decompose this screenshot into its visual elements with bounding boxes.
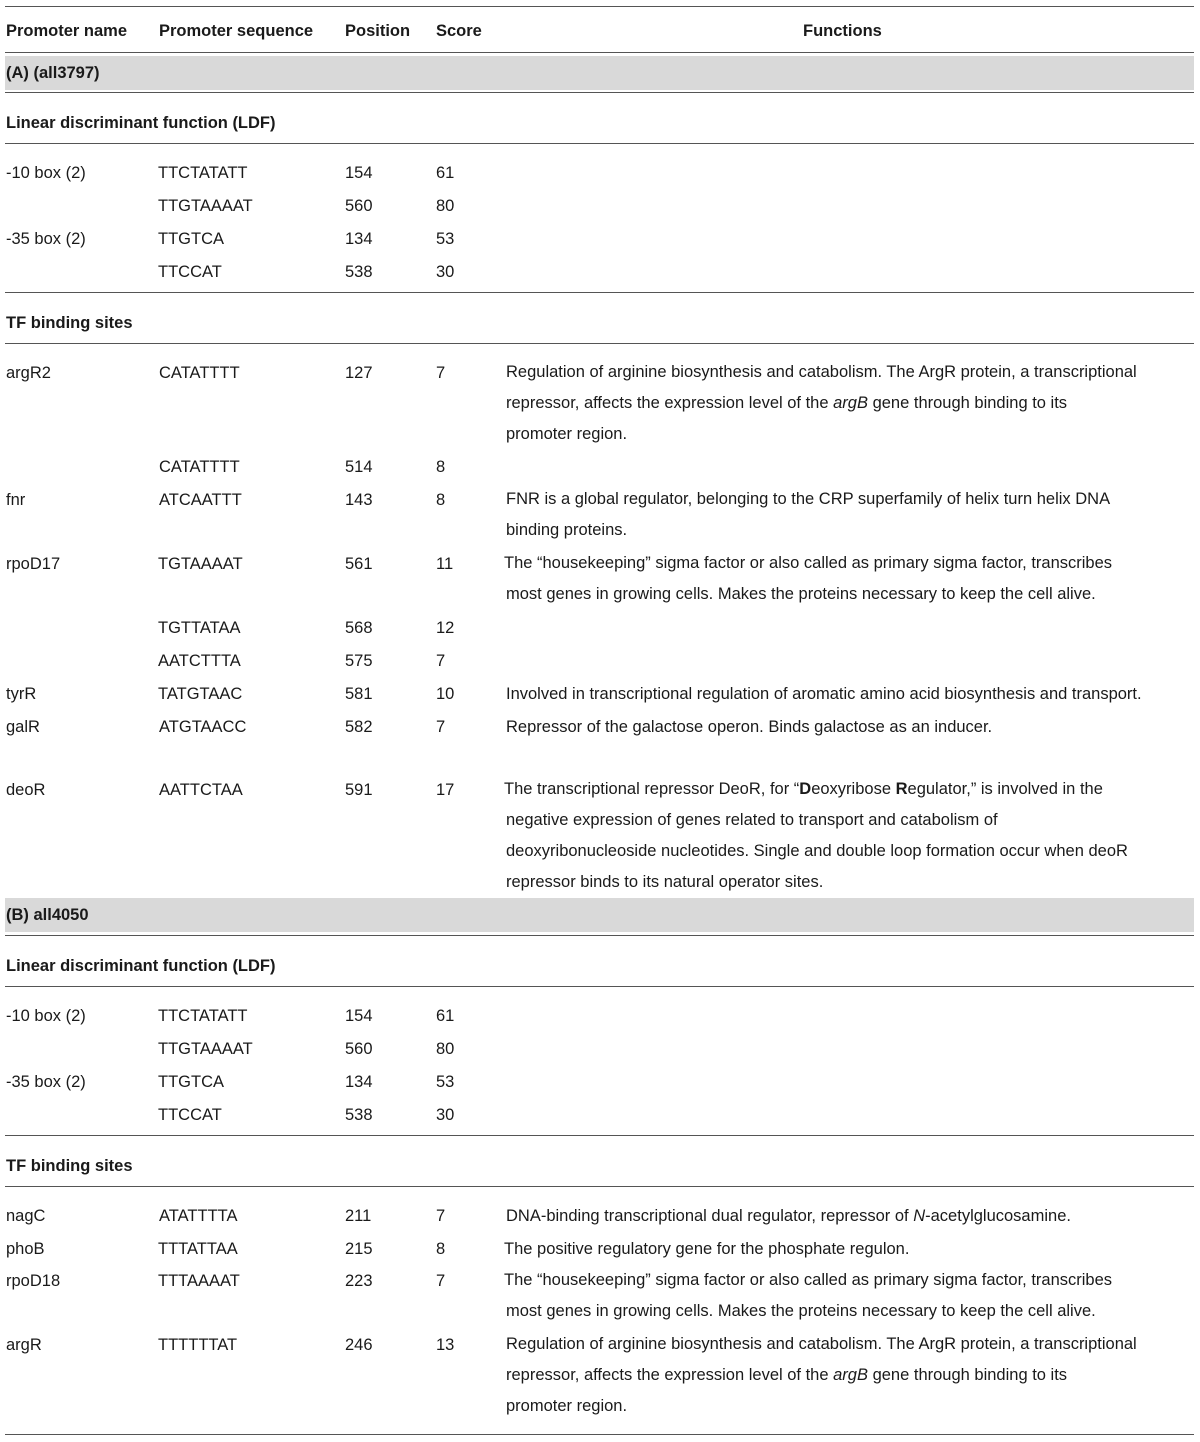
promoter-sequence: TTGTCA (158, 230, 224, 248)
score: 8 (436, 458, 446, 476)
position: 154 (345, 1007, 373, 1025)
score: 13 (436, 1336, 455, 1354)
section-a-ldf-end-rule (5, 292, 1194, 293)
section-a-ldf-rule (5, 143, 1194, 144)
promoter-sequence: ATGTAACC (159, 718, 247, 736)
position: 223 (345, 1272, 373, 1290)
header-position: Position (345, 22, 411, 40)
function-text: Repressor of the galactose operon. Binds galactose as an inducer. (506, 718, 993, 736)
function-text (504, 774, 1128, 898)
section-b-ldf-end-rule (5, 1135, 1194, 1136)
function-line-part: DNA-binding transcriptional dual regulator, repressor of (506, 1207, 914, 1225)
position: 215 (345, 1240, 373, 1258)
function-line: binding proteins. (506, 521, 628, 539)
promoter-name: galR (6, 718, 40, 736)
position: 211 (345, 1207, 372, 1225)
position: 538 (345, 263, 373, 281)
score: 53 (436, 1073, 455, 1091)
promoter-sequence: TTGTAAAAT (158, 197, 253, 215)
promoter-sequence: TTCCAT (158, 1106, 222, 1124)
promoter-sequence: TTCTATATT (158, 164, 248, 182)
header-promoter-sequence: Promoter sequence (159, 22, 314, 40)
function-line: most genes in growing cells. Makes the proteins necessary to keep the cell alive. (506, 1302, 1096, 1320)
section-b-ldf-rule (5, 986, 1194, 987)
function-line: promoter region. (506, 425, 628, 443)
score: 10 (436, 685, 455, 703)
promoter-name: deoR (6, 781, 46, 799)
section-a-title: (A) (all3797) (6, 64, 100, 82)
function-line: most genes in growing cells. Makes the proteins necessary to keep the cell alive. (506, 585, 1096, 603)
position: 561 (345, 555, 373, 573)
position: 581 (345, 685, 373, 703)
header-score: Score (436, 22, 482, 40)
score: 30 (436, 263, 455, 281)
position: 134 (345, 230, 373, 248)
promoter-name: -35 box (2) (6, 1073, 86, 1091)
score: 80 (436, 197, 455, 215)
promoter-sequence: ATCAATTT (159, 491, 242, 509)
function-line: deoxyribonucleoside nucleotides. Single and double loop formation occur when deoR (506, 842, 1128, 860)
score: 8 (436, 1240, 446, 1258)
function-line: The “housekeeping” sigma factor or also called as primary sigma factor, transcribes (504, 1271, 1113, 1289)
promoter-sequence: AATCTTTA (158, 652, 241, 670)
function-line-part: gene through binding to its (867, 1366, 1068, 1384)
promoter-name: -10 box (2) (6, 1007, 86, 1025)
header-promoter-name: Promoter name (6, 22, 128, 40)
score: 17 (436, 781, 455, 799)
promoter-sequence: TTGTCA (158, 1073, 224, 1091)
function-line-part: repressor, affects the expression level of the (506, 394, 834, 412)
promoter-sequence: TTTAAAAT (158, 1272, 240, 1290)
section-a-ldf-title: Linear discriminant function (LDF) (6, 114, 276, 132)
promoter-name: rpoD17 (6, 555, 61, 573)
function-text (506, 1329, 1137, 1422)
promoter-name: phoB (6, 1240, 45, 1258)
function-line (506, 1360, 1137, 1391)
function-line: negative expression of genes related to transport and catabolism of (506, 811, 998, 829)
promoter-sequence: TTCCAT (158, 263, 222, 281)
promoter-sequence: TATGTAAC (158, 685, 243, 703)
position: 560 (345, 197, 373, 215)
function-text (504, 548, 1112, 610)
position: 560 (345, 1040, 373, 1058)
section-a-tf-rule (5, 343, 1194, 344)
promoter-sequence: TGTAAAAT (158, 555, 243, 573)
table-top-rule (5, 6, 1194, 7)
function-line: The “housekeeping” sigma factor or also called as primary sigma factor, transcribes (504, 554, 1113, 572)
score: 30 (436, 1106, 455, 1124)
function-line: promoter region. (506, 1397, 628, 1415)
score: 12 (436, 619, 455, 637)
function-text (506, 484, 1110, 546)
score: 61 (436, 164, 455, 182)
promoter-name: rpoD18 (6, 1272, 61, 1290)
function-line: Regulation of arginine biosynthesis and catabolism. The ArgR protein, a transcriptional (506, 1335, 1137, 1353)
position: 575 (345, 652, 373, 670)
score: 53 (436, 230, 455, 248)
position: 514 (345, 458, 373, 476)
header-rule (5, 52, 1194, 53)
promoter-sequence: CATATTTT (159, 458, 240, 476)
function-line-part: egulator,” is involved in the (907, 780, 1103, 798)
section-b-ldf-title: Linear discriminant function (LDF) (6, 957, 276, 975)
function-line-part: -acetylglucosamine. (925, 1207, 1071, 1225)
section-b-tf-title: TF binding sites (6, 1157, 133, 1175)
promoter-sequence: TTCTATATT (158, 1007, 248, 1025)
score: 7 (436, 652, 446, 670)
position: 134 (345, 1073, 373, 1091)
function-text (506, 1206, 1071, 1226)
position: 538 (345, 1106, 373, 1124)
function-line-part: eoxyribose (811, 780, 896, 798)
function-line-part: The transcriptional repressor DeoR, for “ (504, 780, 800, 798)
promoter-sequence: TTTATTAA (158, 1240, 238, 1258)
function-text: Involved in transcriptional regulation of aromatic amino acid biosynthesis and transport. (506, 685, 1142, 703)
section-a-tf-title: TF binding sites (6, 314, 133, 332)
function-text (506, 357, 1137, 450)
position: 143 (345, 491, 373, 509)
promoter-name: argR2 (6, 364, 51, 382)
function-line (506, 388, 1137, 419)
promoter-name: -35 box (2) (6, 230, 86, 248)
promoter-name: -10 box (2) (6, 164, 86, 182)
promoter-sequence: AATTCTAA (159, 781, 243, 799)
function-line: repressor binds to its natural operator sites. (506, 873, 824, 891)
score: 80 (436, 1040, 455, 1058)
bold-letter: R (895, 780, 908, 798)
section-a-band (5, 56, 1194, 90)
position: 591 (345, 781, 373, 799)
promoter-sequence: CATATTTT (159, 364, 240, 382)
score: 7 (436, 1207, 446, 1225)
section-a-rule (5, 92, 1194, 93)
promoter-sequence: ATATTTTA (159, 1207, 238, 1225)
gene-name: argB (833, 394, 868, 412)
score: 7 (436, 1272, 446, 1290)
italic-prefix: N (913, 1207, 926, 1225)
function-line (504, 774, 1128, 805)
position: 568 (345, 619, 373, 637)
score: 8 (436, 491, 446, 509)
gene-name: argB (833, 1366, 868, 1384)
score: 11 (436, 555, 454, 573)
function-line-part: gene through binding to its (867, 394, 1068, 412)
score: 7 (436, 718, 446, 736)
score: 7 (436, 364, 446, 382)
function-line: FNR is a global regulator, belonging to the CRP superfamily of helix turn helix DNA (506, 490, 1111, 508)
promoter-sequence: TTGTAAAAT (158, 1040, 253, 1058)
section-b-title: (B) all4050 (6, 906, 89, 924)
position: 246 (345, 1336, 373, 1354)
section-b-tf-rule (5, 1186, 1194, 1187)
section-b-rule (5, 935, 1194, 936)
bold-letter: D (799, 780, 812, 798)
promoter-name: nagC (6, 1207, 46, 1225)
score: 61 (436, 1007, 455, 1025)
function-line-part: repressor, affects the expression level of the (506, 1366, 834, 1384)
position: 127 (345, 364, 373, 382)
position: 582 (345, 718, 373, 736)
position: 154 (345, 164, 373, 182)
function-line: Regulation of arginine biosynthesis and catabolism. The ArgR protein, a transcriptional (506, 363, 1137, 381)
promoter-name: tyrR (6, 685, 37, 703)
promoter-name: argR (6, 1336, 42, 1354)
promoter-sequence: TGTTATAA (158, 619, 241, 637)
section-b-band (5, 898, 1194, 932)
promoter-name: fnr (6, 491, 26, 509)
function-text (504, 1265, 1112, 1327)
header-functions: Functions (803, 22, 882, 40)
table-bottom-rule (5, 1434, 1194, 1435)
promoter-sequence: TTTTTTAT (158, 1336, 238, 1354)
function-text: The positive regulatory gene for the phosphate regulon. (504, 1240, 910, 1258)
